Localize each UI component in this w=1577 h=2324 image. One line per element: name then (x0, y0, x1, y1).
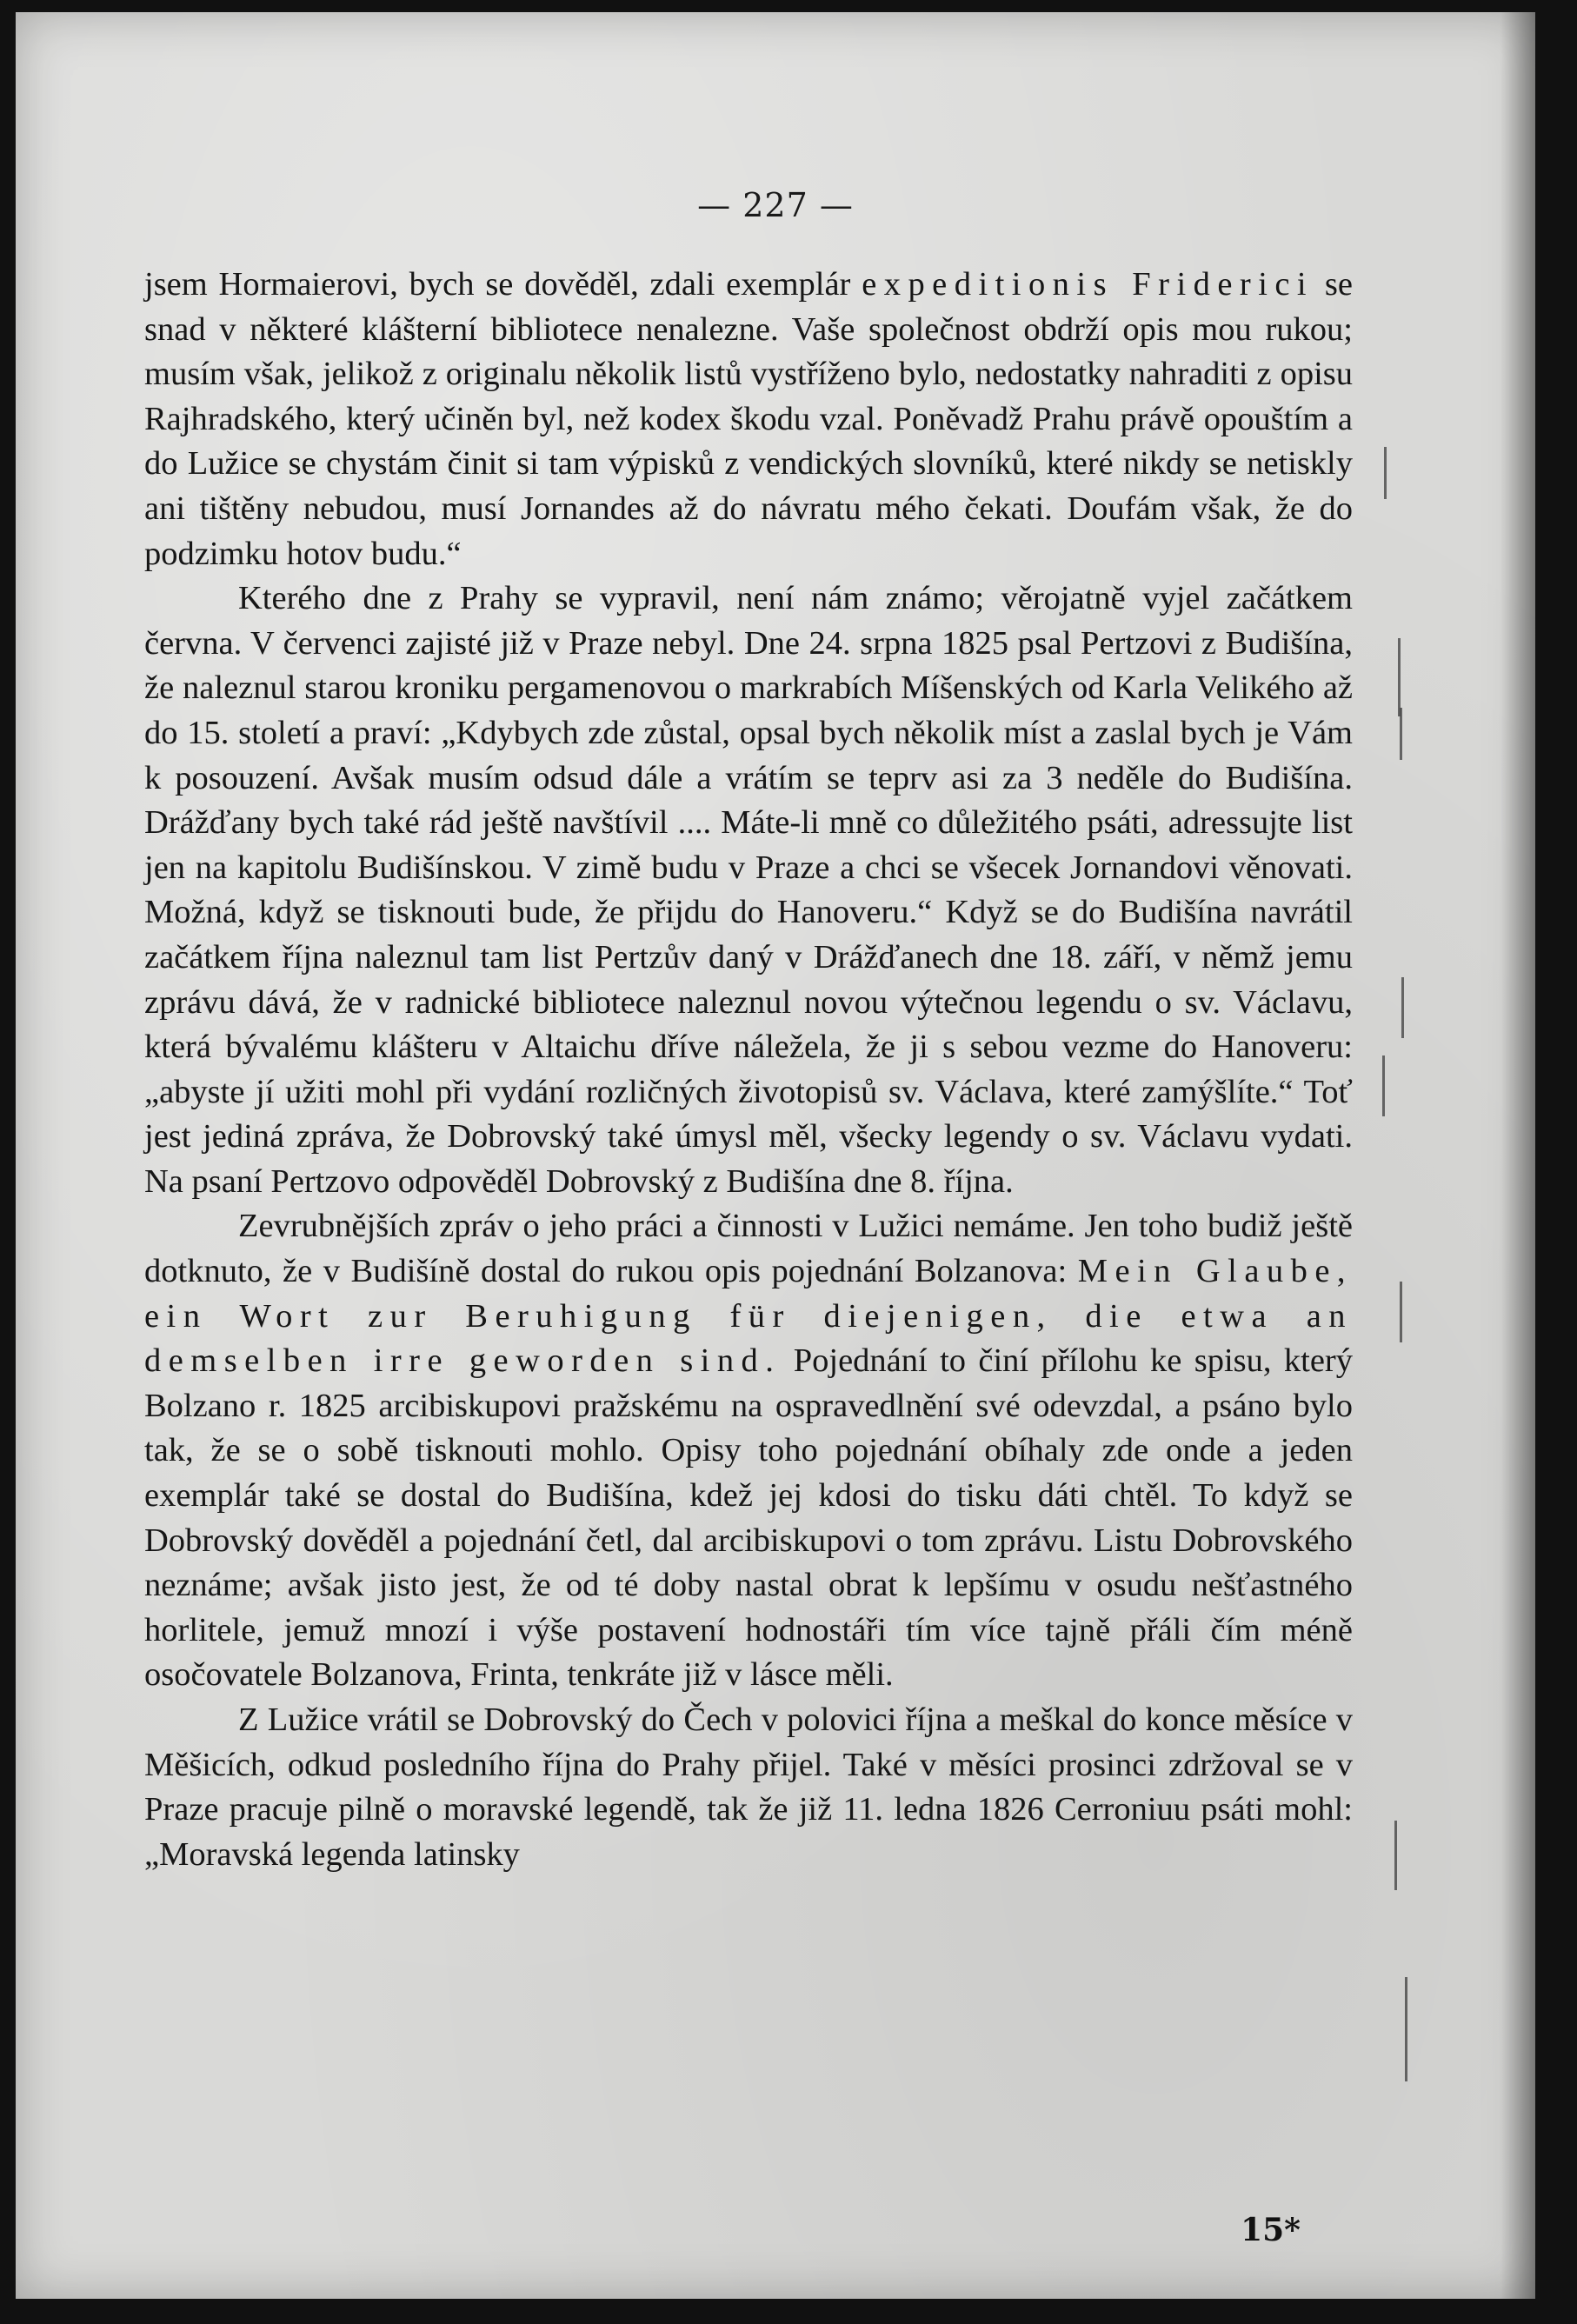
spaced-german-title: Mein Glaube, ein Wort zur Beruhigung für diejenigen, die etwa an demselben irre geworden sind. (144, 1253, 1353, 1380)
margin-mark (1382, 1055, 1385, 1116)
book-page (16, 12, 1535, 2299)
margin-mark (1398, 638, 1401, 716)
margin-mark (1384, 447, 1387, 499)
page-number: — 227 — (697, 186, 854, 224)
margin-mark (1394, 1821, 1397, 1890)
signature-mark: 15* (1241, 2212, 1301, 2248)
margin-mark (1400, 1282, 1402, 1342)
paragraph-1 (144, 263, 1353, 576)
body-text (144, 263, 1353, 1877)
paragraph-1-rest: se snad v některé klášterní bibliotece nenalezne. Vaše společnost obdrží opis mou rukou; musím však, jelikož z originalu několik listů vystříženo bylo, nedostatky nahraditi z opisu Rajhradského, který učiněn byl, než kodex škodu vzal. Poněvadž Prahu právě opouštím a do Lužice se chystám činit si tam výpisků z vendických slovníků, které nikdy se netiskly ani tištěny nebudou, musí Jornandes až do návratu mého čekati. Doufám však, že do podzimku hotov budu.“ (144, 266, 1353, 572)
margin-mark (1401, 977, 1404, 1038)
paragraph-1-start: jsem Hormaierovi, bych se dověděl, zdali exemplár (144, 266, 862, 303)
paragraph-3 (144, 1204, 1353, 1698)
margin-mark (1405, 1977, 1407, 2081)
paragraph-4: Z Lužice vrátil se Dobrovský do Čech v polovici října a meškal do konce měsíce v Měšicích, odkud posledního října do Prahy přijel. Také v měsíci prosinci zdržoval se v Praze pracuje pilně o moravské legendě, tak že již 11. ledna 1826 Cerroniuu psáti mohl: „Moravská legenda latinsky (144, 1701, 1353, 1873)
margin-mark (1400, 708, 1402, 760)
spaced-latin-title: expeditionis Friderici (862, 266, 1314, 303)
page-edge-shadow (1500, 12, 1535, 2299)
paragraph-3-start: Zevrubnějších zpráv o jeho práci a činnosti v Lužici nemáme. Jen toho budiž ještě dotknuto, že v Budišíně dostal do rukou opis pojednání Bolzanova: (144, 1208, 1353, 1290)
paragraph-3-rest: Pojednání to činí přílohu ke spisu, který Bolzano r. 1825 arcibiskupovi pražskému na ospravedlnění své odevzdal, a psáno bylo tak, že se o sobě tisknouti mohlo. Opisy toho pojednání obíhaly zde onde a jeden exemplár také se dostal do Budišína, kdež jej kdosi do tisku dáti chtěl. To když se Dobrovský dověděl a pojednání četl, dal arcibiskupovi o tom zprávu. Listu Dobrovského neznáme; avšak jisto jest, že od té doby nastal obrat k lepšímu v osudu nešťastného horlitele, jemuž mnozí i výše postavení hodnostáři tím více tajně přáli čím méně osočovatele Bolzanova, Frinta, tenkráte již v lásce měli. (144, 1342, 1353, 1694)
paragraph-2: Kterého dne z Prahy se vypravil, není nám známo; věrojatně vyjel začátkem června. V červenci zajisté již v Praze nebyl. Dne 24. srpna 1825 psal Pertzovi z Budišína, že naleznul starou kroniku pergamenovou o markrabích Míšenských od Karla Velikého až do 15. století a praví: „Kdybych zde zůstal, opsal bych několik míst a zaslal bych je Vám k posouzení. Avšak musím odsud dále a vrátím se teprv asi za 3 neděle do Budišína. Drážďany bych také rád ještě navštívil .... Máte-li mně co důležitého psáti, adressujte list jen na kapitolu Budišínskou. V zimě budu v Praze a chci se všecek Jornandovi věnovati. Možná, když se tisknouti bude, že přijdu do Hanoveru.“ Když se do Budišína navrátil začátkem října naleznul tam list Pertzův daný v Drážďanech dne 18. září, v němž jemu zprávu dává, že v radnické bibliotece naleznul novou výtečnou legendu o sv. Václavu, která bývalému klášteru v Altaichu dříve náležela, že ji s sebou vezme do Hanoveru: „abyste jí užiti mohl při vydání rozličných životopisů sv. Václava, které zamýšlíte.“ Toť jest jediná zpráva, že Dobrovský také úmysl měl, všecky legendy o sv. Václavu vydati. Na psaní Pertzovo odpověděl Dobrovský z Budišína dne 8. října. (144, 580, 1353, 1200)
